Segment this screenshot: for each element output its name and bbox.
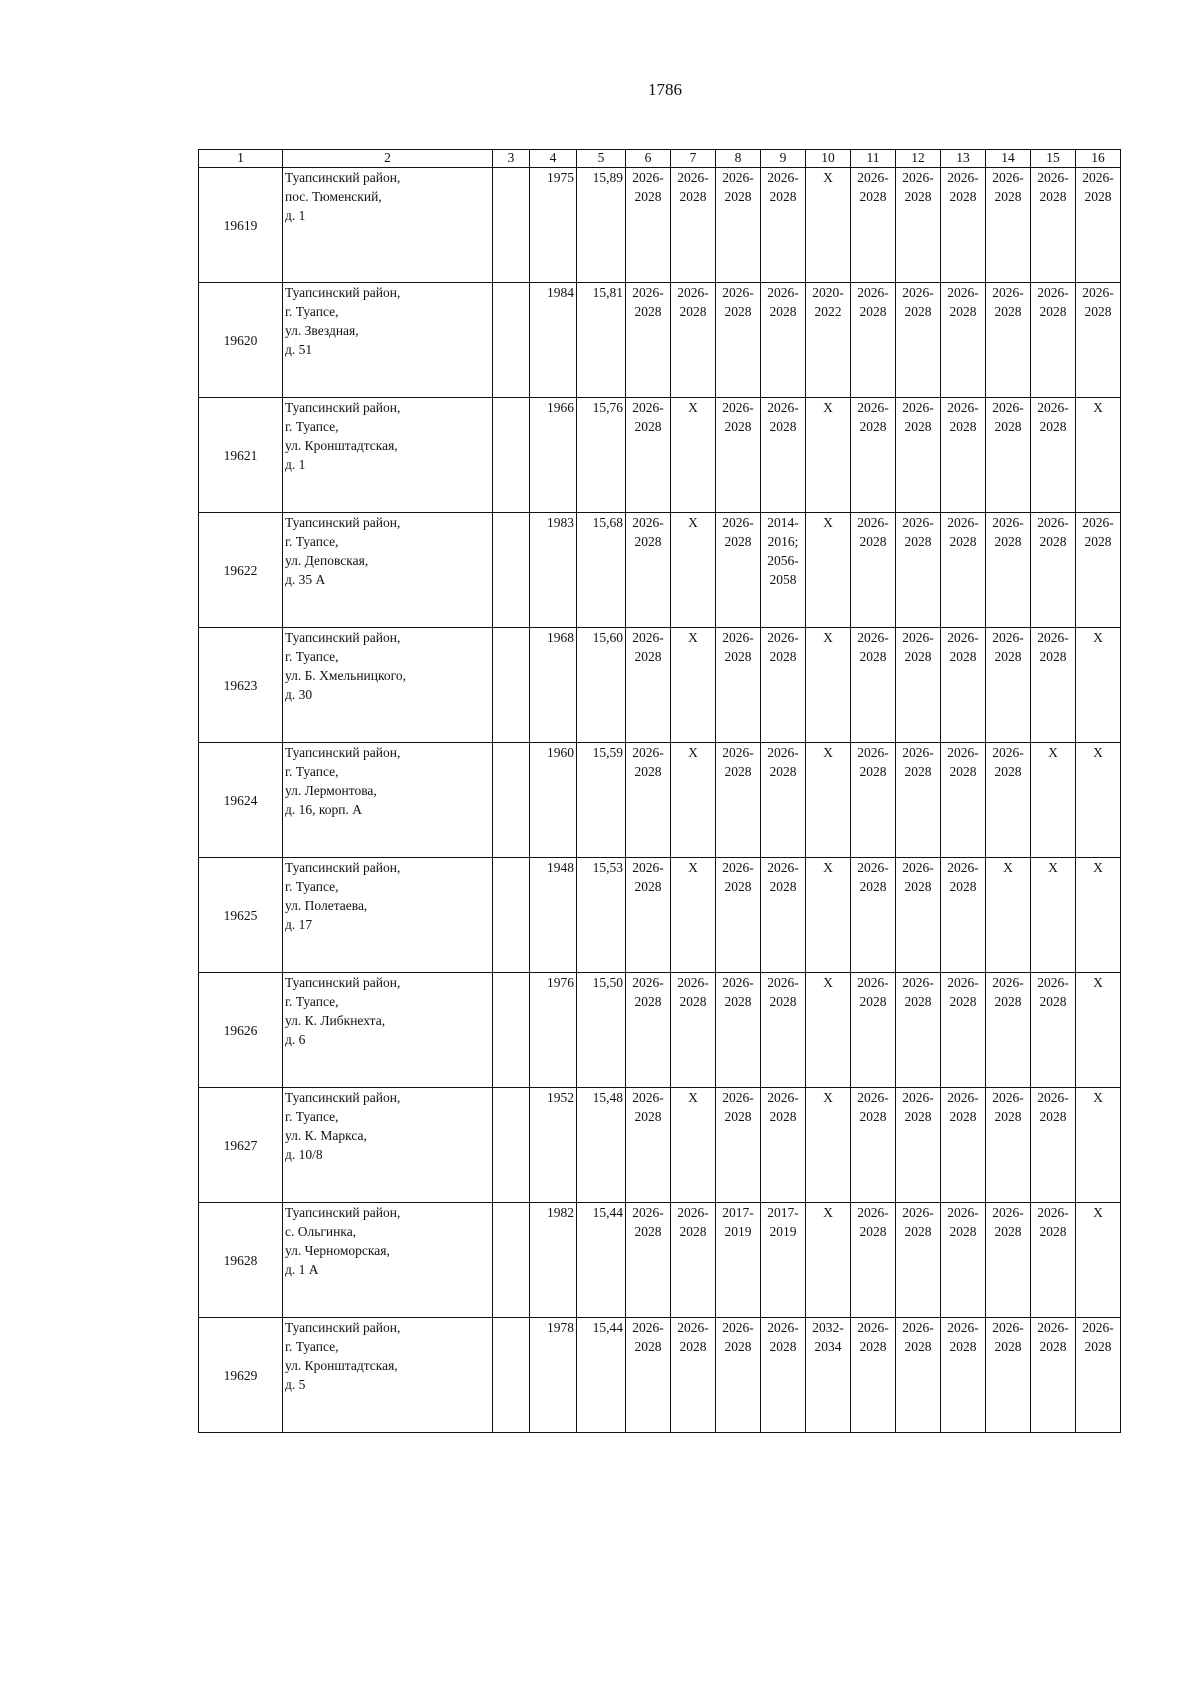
period-cell-col-9: 2026- 2028 <box>761 398 806 513</box>
table-row <box>199 398 1121 513</box>
column-header-15: 15 <box>1031 150 1076 168</box>
column-header-2: 2 <box>283 150 493 168</box>
address-cell <box>283 1318 493 1433</box>
period-cell-col-13: 2026- 2028 <box>941 398 986 513</box>
period-cell-col-14: 2026- 2028 <box>986 168 1031 283</box>
period-cell-col-16: 2026- 2028 <box>1076 168 1121 283</box>
row-id-cell: 19629 <box>199 1318 283 1433</box>
period-cell-col-9: 2026- 2028 <box>761 1318 806 1433</box>
period-cell-col-16: 2026- 2028 <box>1076 1318 1121 1433</box>
year-cell: 1975 <box>530 168 577 283</box>
period-cell-col-7: 2026- 2028 <box>671 1203 716 1318</box>
row-id-cell: 19620 <box>199 283 283 398</box>
address-line: д. 1 <box>285 457 306 472</box>
period-cell-col-16: X <box>1076 743 1121 858</box>
period-cell-col-13: 2026- 2028 <box>941 743 986 858</box>
period-cell-col-6: 2026- 2028 <box>626 168 671 283</box>
year-cell: 1960 <box>530 743 577 858</box>
period-cell-col-15: 2026- 2028 <box>1031 283 1076 398</box>
table-row <box>199 283 1121 398</box>
address-line: Туапсинский район, <box>285 975 401 990</box>
period-cell-col-14: 2026- 2028 <box>986 973 1031 1088</box>
period-cell-col-6: 2026- 2028 <box>626 858 671 973</box>
period-cell-col-14: 2026- 2028 <box>986 283 1031 398</box>
period-cell-col-16: X <box>1076 1203 1121 1318</box>
table-row <box>199 513 1121 628</box>
period-cell-col-12: 2026- 2028 <box>896 283 941 398</box>
period-cell-col-14: 2026- 2028 <box>986 1203 1031 1318</box>
column-header-10: 10 <box>806 150 851 168</box>
address-cell <box>283 743 493 858</box>
period-cell-col-16: X <box>1076 858 1121 973</box>
column-header-6: 6 <box>626 150 671 168</box>
period-cell-col-15: 2026- 2028 <box>1031 168 1076 283</box>
year-cell: 1982 <box>530 1203 577 1318</box>
address-cell <box>283 973 493 1088</box>
period-cell-col-8: 2026- 2028 <box>716 168 761 283</box>
period-cell-col-9: 2026- 2028 <box>761 743 806 858</box>
column-header-11: 11 <box>851 150 896 168</box>
period-cell-col-8: 2026- 2028 <box>716 973 761 1088</box>
address-line: ул. К. Либкнехта, <box>285 1013 386 1028</box>
period-cell-col-10: X <box>806 168 851 283</box>
period-cell-col-12: 2026- 2028 <box>896 1318 941 1433</box>
column-3-cell <box>493 398 530 513</box>
column-3-cell <box>493 628 530 743</box>
period-cell-col-11: 2026- 2028 <box>851 628 896 743</box>
period-cell-col-6: 2026- 2028 <box>626 628 671 743</box>
value-cell: 15,68 <box>577 513 626 628</box>
table-row <box>199 973 1121 1088</box>
period-cell-col-11: 2026- 2028 <box>851 1088 896 1203</box>
period-cell-col-11: 2026- 2028 <box>851 743 896 858</box>
value-cell: 15,81 <box>577 283 626 398</box>
period-cell-col-12: 2026- 2028 <box>896 1203 941 1318</box>
year-cell: 1976 <box>530 973 577 1088</box>
value-cell: 15,50 <box>577 973 626 1088</box>
column-header-16: 16 <box>1076 150 1121 168</box>
period-cell-col-9: 2026- 2028 <box>761 283 806 398</box>
year-cell: 1968 <box>530 628 577 743</box>
address-line: г. Туапсе, <box>285 419 339 434</box>
period-cell-col-6: 2026- 2028 <box>626 1318 671 1433</box>
address-line: ул. Деповская, <box>285 553 369 568</box>
value-cell: 15,89 <box>577 168 626 283</box>
period-cell-col-13: 2026- 2028 <box>941 283 986 398</box>
year-cell: 1966 <box>530 398 577 513</box>
column-header-4: 4 <box>530 150 577 168</box>
address-line: г. Туапсе, <box>285 304 339 319</box>
period-cell-col-10: X <box>806 1088 851 1203</box>
period-cell-col-10: 2032- 2034 <box>806 1318 851 1433</box>
period-cell-col-15: X <box>1031 743 1076 858</box>
period-cell-col-7: X <box>671 398 716 513</box>
period-cell-col-10: X <box>806 398 851 513</box>
address-line: пос. Тюменский, <box>285 189 382 204</box>
address-line: Туапсинский район, <box>285 170 401 185</box>
period-cell-col-11: 2026- 2028 <box>851 283 896 398</box>
period-cell-col-16: 2026- 2028 <box>1076 513 1121 628</box>
address-line: д. 5 <box>285 1377 306 1392</box>
address-line: д. 10/8 <box>285 1147 323 1162</box>
period-cell-col-14: 2026- 2028 <box>986 1088 1031 1203</box>
period-cell-col-16: X <box>1076 973 1121 1088</box>
period-cell-col-9: 2026- 2028 <box>761 168 806 283</box>
address-line: с. Ольгинка, <box>285 1224 357 1239</box>
page-number: 1786 <box>648 80 682 99</box>
address-cell <box>283 1088 493 1203</box>
period-cell-col-10: X <box>806 513 851 628</box>
period-cell-col-8: 2026- 2028 <box>716 858 761 973</box>
address-line: ул. Б. Хмельницкого, <box>285 668 406 683</box>
period-cell-col-6: 2026- 2028 <box>626 283 671 398</box>
column-header-14: 14 <box>986 150 1031 168</box>
address-line: ул. Кронштадтская, <box>285 1358 398 1373</box>
column-header-5: 5 <box>577 150 626 168</box>
period-cell-col-11: 2026- 2028 <box>851 973 896 1088</box>
period-cell-col-12: 2026- 2028 <box>896 628 941 743</box>
address-line: д. 1 А <box>285 1262 319 1277</box>
period-cell-col-12: 2026- 2028 <box>896 743 941 858</box>
header-row <box>199 150 1121 168</box>
year-cell: 1952 <box>530 1088 577 1203</box>
period-cell-col-12: 2026- 2028 <box>896 973 941 1088</box>
column-3-cell <box>493 283 530 398</box>
address-cell <box>283 1203 493 1318</box>
address-cell <box>283 398 493 513</box>
period-cell-col-12: 2026- 2028 <box>896 858 941 973</box>
address-line: ул. Звездная, <box>285 323 359 338</box>
period-cell-col-14: 2026- 2028 <box>986 513 1031 628</box>
row-id-cell: 19622 <box>199 513 283 628</box>
period-cell-col-8: 2026- 2028 <box>716 283 761 398</box>
address-line: ул. Лермонтова, <box>285 783 377 798</box>
period-cell-col-15: 2026- 2028 <box>1031 973 1076 1088</box>
period-cell-col-15: X <box>1031 858 1076 973</box>
address-line: Туапсинский район, <box>285 400 401 415</box>
period-cell-col-6: 2026- 2028 <box>626 1203 671 1318</box>
period-cell-col-8: 2026- 2028 <box>716 398 761 513</box>
column-header-12: 12 <box>896 150 941 168</box>
address-line: д. 51 <box>285 342 313 357</box>
address-line: Туапсинский район, <box>285 630 401 645</box>
period-cell-col-7: X <box>671 1088 716 1203</box>
address-line: Туапсинский район, <box>285 285 401 300</box>
row-id-cell: 19619 <box>199 168 283 283</box>
column-3-cell <box>493 858 530 973</box>
address-line: Туапсинский район, <box>285 1090 401 1105</box>
value-cell: 15,44 <box>577 1318 626 1433</box>
address-line: д. 17 <box>285 917 313 932</box>
period-cell-col-11: 2026- 2028 <box>851 168 896 283</box>
column-header-7: 7 <box>671 150 716 168</box>
year-cell: 1983 <box>530 513 577 628</box>
period-cell-col-13: 2026- 2028 <box>941 973 986 1088</box>
period-cell-col-12: 2026- 2028 <box>896 513 941 628</box>
value-cell: 15,44 <box>577 1203 626 1318</box>
period-cell-col-7: X <box>671 628 716 743</box>
period-cell-col-15: 2026- 2028 <box>1031 398 1076 513</box>
period-cell-col-7: X <box>671 858 716 973</box>
period-cell-col-9: 2026- 2028 <box>761 628 806 743</box>
period-cell-col-7: 2026- 2028 <box>671 168 716 283</box>
period-cell-col-12: 2026- 2028 <box>896 168 941 283</box>
period-cell-col-9: 2017- 2019 <box>761 1203 806 1318</box>
value-cell: 15,59 <box>577 743 626 858</box>
year-cell: 1984 <box>530 283 577 398</box>
column-3-cell <box>493 973 530 1088</box>
address-line: д. 30 <box>285 687 313 702</box>
period-cell-col-10: X <box>806 628 851 743</box>
period-cell-col-16: X <box>1076 398 1121 513</box>
row-id-cell: 19621 <box>199 398 283 513</box>
period-cell-col-7: 2026- 2028 <box>671 973 716 1088</box>
table-row <box>199 1088 1121 1203</box>
year-cell: 1948 <box>530 858 577 973</box>
address-line: г. Туапсе, <box>285 994 339 1009</box>
row-id-cell: 19628 <box>199 1203 283 1318</box>
period-cell-col-11: 2026- 2028 <box>851 1318 896 1433</box>
value-cell: 15,53 <box>577 858 626 973</box>
address-cell <box>283 628 493 743</box>
period-cell-col-6: 2026- 2028 <box>626 1088 671 1203</box>
period-cell-col-15: 2026- 2028 <box>1031 1318 1076 1433</box>
address-cell <box>283 168 493 283</box>
period-cell-col-10: X <box>806 973 851 1088</box>
address-line: г. Туапсе, <box>285 764 339 779</box>
period-cell-col-10: X <box>806 1203 851 1318</box>
row-id-cell: 19625 <box>199 858 283 973</box>
value-cell: 15,60 <box>577 628 626 743</box>
period-cell-col-13: 2026- 2028 <box>941 628 986 743</box>
address-cell <box>283 858 493 973</box>
register-table <box>198 149 1121 1433</box>
address-line: г. Туапсе, <box>285 1109 339 1124</box>
table-row <box>199 1203 1121 1318</box>
period-cell-col-9: 2026- 2028 <box>761 973 806 1088</box>
period-cell-col-16: X <box>1076 628 1121 743</box>
period-cell-col-15: 2026- 2028 <box>1031 628 1076 743</box>
period-cell-col-10: X <box>806 743 851 858</box>
period-cell-col-6: 2026- 2028 <box>626 743 671 858</box>
period-cell-col-6: 2026- 2028 <box>626 398 671 513</box>
period-cell-col-6: 2026- 2028 <box>626 973 671 1088</box>
address-line: д. 35 А <box>285 572 326 587</box>
period-cell-col-6: 2026- 2028 <box>626 513 671 628</box>
period-cell-col-8: 2026- 2028 <box>716 628 761 743</box>
period-cell-col-15: 2026- 2028 <box>1031 1203 1076 1318</box>
period-cell-col-8: 2026- 2028 <box>716 743 761 858</box>
value-cell: 15,48 <box>577 1088 626 1203</box>
table-row <box>199 1318 1121 1433</box>
period-cell-col-15: 2026- 2028 <box>1031 1088 1076 1203</box>
address-line: г. Туапсе, <box>285 1339 339 1354</box>
period-cell-col-13: 2026- 2028 <box>941 168 986 283</box>
period-cell-col-16: 2026- 2028 <box>1076 283 1121 398</box>
address-line: Туапсинский район, <box>285 745 401 760</box>
period-cell-col-7: X <box>671 743 716 858</box>
value-cell: 15,76 <box>577 398 626 513</box>
column-3-cell <box>493 1318 530 1433</box>
table-row <box>199 168 1121 283</box>
period-cell-col-13: 2026- 2028 <box>941 513 986 628</box>
period-cell-col-11: 2026- 2028 <box>851 1203 896 1318</box>
period-cell-col-16: X <box>1076 1088 1121 1203</box>
address-line: Туапсинский район, <box>285 1320 401 1335</box>
period-cell-col-7: X <box>671 513 716 628</box>
column-3-cell <box>493 1203 530 1318</box>
row-id-cell: 19626 <box>199 973 283 1088</box>
period-cell-col-14: 2026- 2028 <box>986 1318 1031 1433</box>
address-line: д. 6 <box>285 1032 306 1047</box>
period-cell-col-15: 2026- 2028 <box>1031 513 1076 628</box>
table-row <box>199 858 1121 973</box>
period-cell-col-10: X <box>806 858 851 973</box>
year-cell: 1978 <box>530 1318 577 1433</box>
column-3-cell <box>493 513 530 628</box>
period-cell-col-8: 2026- 2028 <box>716 513 761 628</box>
period-cell-col-11: 2026- 2028 <box>851 513 896 628</box>
period-cell-col-11: 2026- 2028 <box>851 858 896 973</box>
column-3-cell <box>493 168 530 283</box>
period-cell-col-12: 2026- 2028 <box>896 398 941 513</box>
address-line: г. Туапсе, <box>285 534 339 549</box>
period-cell-col-12: 2026- 2028 <box>896 1088 941 1203</box>
period-cell-col-9: 2026- 2028 <box>761 858 806 973</box>
period-cell-col-9: 2026- 2028 <box>761 1088 806 1203</box>
period-cell-col-10: 2020- 2022 <box>806 283 851 398</box>
address-line: г. Туапсе, <box>285 649 339 664</box>
column-3-cell <box>493 743 530 858</box>
address-line: д. 16, корп. А <box>285 802 362 817</box>
table-body <box>199 168 1121 1433</box>
table-row <box>199 743 1121 858</box>
period-cell-col-14: 2026- 2028 <box>986 743 1031 858</box>
period-cell-col-13: 2026- 2028 <box>941 858 986 973</box>
period-cell-col-11: 2026- 2028 <box>851 398 896 513</box>
period-cell-col-13: 2026- 2028 <box>941 1203 986 1318</box>
address-line: ул. К. Маркса, <box>285 1128 367 1143</box>
address-line: ул. Кронштадтская, <box>285 438 398 453</box>
row-id-cell: 19623 <box>199 628 283 743</box>
address-line: Туапсинский район, <box>285 515 401 530</box>
address-line: Туапсинский район, <box>285 860 401 875</box>
period-cell-col-8: 2026- 2028 <box>716 1088 761 1203</box>
row-id-cell: 19627 <box>199 1088 283 1203</box>
period-cell-col-9: 2014- 2016; 2056- 2058 <box>761 513 806 628</box>
address-cell <box>283 513 493 628</box>
period-cell-col-13: 2026- 2028 <box>941 1088 986 1203</box>
column-3-cell <box>493 1088 530 1203</box>
register-table-wrapper <box>198 149 1121 1433</box>
column-header-1: 1 <box>199 150 283 168</box>
period-cell-col-8: 2017- 2019 <box>716 1203 761 1318</box>
column-header-13: 13 <box>941 150 986 168</box>
period-cell-col-14: 2026- 2028 <box>986 628 1031 743</box>
period-cell-col-13: 2026- 2028 <box>941 1318 986 1433</box>
period-cell-col-7: 2026- 2028 <box>671 1318 716 1433</box>
address-line: д. 1 <box>285 208 306 223</box>
row-id-cell: 19624 <box>199 743 283 858</box>
period-cell-col-14: X <box>986 858 1031 973</box>
period-cell-col-8: 2026- 2028 <box>716 1318 761 1433</box>
address-cell <box>283 283 493 398</box>
column-header-9: 9 <box>761 150 806 168</box>
column-header-8: 8 <box>716 150 761 168</box>
address-line: ул. Полетаева, <box>285 898 368 913</box>
address-line: Туапсинский район, <box>285 1205 401 1220</box>
column-header-3: 3 <box>493 150 530 168</box>
period-cell-col-7: 2026- 2028 <box>671 283 716 398</box>
table-row <box>199 628 1121 743</box>
period-cell-col-14: 2026- 2028 <box>986 398 1031 513</box>
address-line: ул. Черноморская, <box>285 1243 390 1258</box>
address-line: г. Туапсе, <box>285 879 339 894</box>
